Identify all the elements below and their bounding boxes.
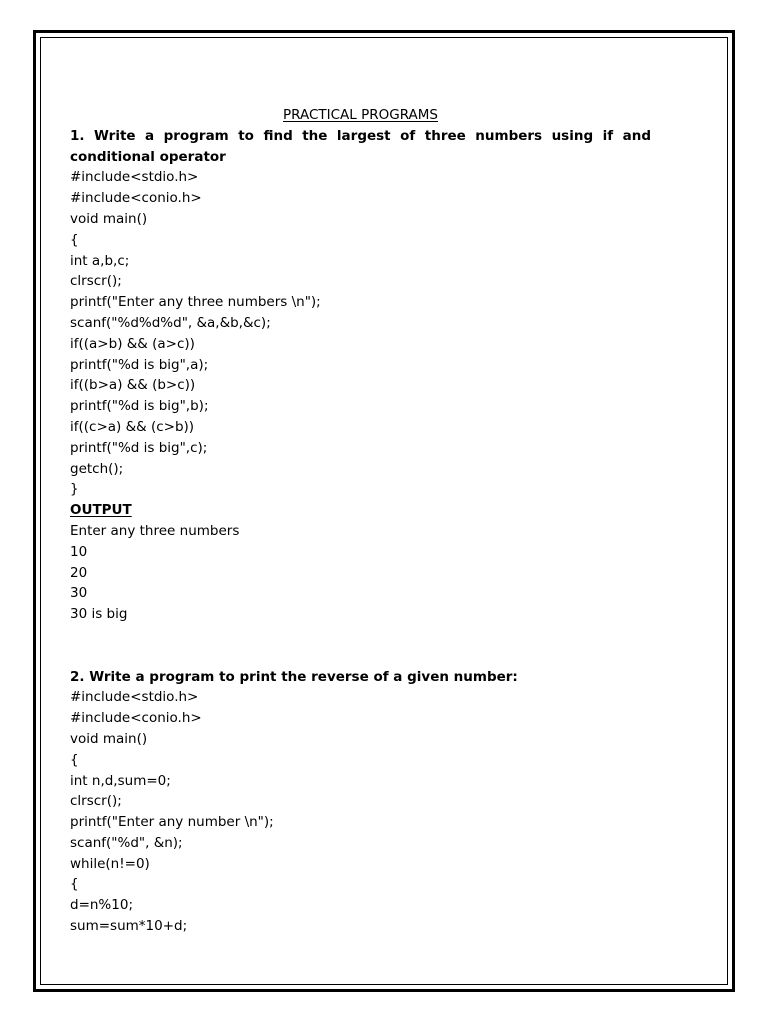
section-gap bbox=[70, 625, 651, 667]
output-line: 30 is big bbox=[70, 606, 128, 623]
program-1-heading: 1. Write a program to find the largest of three numbers using if and conditional operator bbox=[70, 127, 651, 165]
code-line: #include<conio.h> bbox=[70, 190, 202, 207]
code-line: if((b>a) && (b>c)) bbox=[70, 377, 196, 394]
code-line: void main() bbox=[70, 210, 148, 227]
code-line: while(n!=0) bbox=[70, 855, 150, 872]
output-line: 30 bbox=[70, 585, 88, 602]
code-line: printf("%d is big",b); bbox=[70, 398, 209, 415]
program-2-heading: 2. Write a program to print the reverse of a given number: bbox=[70, 668, 518, 685]
code-line: scanf("%d%d%d", &a,&b,&c); bbox=[70, 314, 271, 331]
page-title: PRACTICAL PROGRAMS bbox=[283, 107, 438, 123]
code-line: { bbox=[70, 876, 79, 893]
code-line: printf("%d is big",a); bbox=[70, 356, 209, 373]
code-line: d=n%10; bbox=[70, 897, 133, 914]
document-content bbox=[70, 105, 651, 937]
program-1-output-title: OUTPUT bbox=[70, 502, 132, 519]
code-line: void main() bbox=[70, 730, 148, 747]
code-line: if((c>a) && (c>b)) bbox=[70, 418, 195, 435]
program-1 bbox=[70, 126, 651, 625]
code-line: { bbox=[70, 231, 79, 248]
code-line: { bbox=[70, 751, 79, 768]
code-line: #include<conio.h> bbox=[70, 710, 202, 727]
code-line: printf("%d is big",c); bbox=[70, 439, 208, 456]
code-line: printf("Enter any three numbers \n"); bbox=[70, 294, 321, 311]
program-2-code bbox=[70, 687, 651, 937]
code-line: #include<stdio.h> bbox=[70, 169, 199, 186]
program-1-output bbox=[70, 521, 651, 625]
code-line: int n,d,sum=0; bbox=[70, 772, 171, 789]
code-line: scanf("%d", &n); bbox=[70, 834, 183, 851]
code-line: } bbox=[70, 481, 79, 498]
code-line: getch(); bbox=[70, 460, 124, 477]
output-line: Enter any three numbers bbox=[70, 522, 240, 539]
program-1-code bbox=[70, 167, 651, 500]
code-line: clrscr(); bbox=[70, 793, 122, 810]
code-line: sum=sum*10+d; bbox=[70, 918, 188, 935]
code-line: if((a>b) && (a>c)) bbox=[70, 335, 195, 352]
output-line: 20 bbox=[70, 564, 88, 581]
code-line: printf("Enter any number \n"); bbox=[70, 814, 274, 831]
code-line: int a,b,c; bbox=[70, 252, 130, 269]
program-2 bbox=[70, 667, 651, 937]
code-line: clrscr(); bbox=[70, 273, 122, 290]
output-line: 10 bbox=[70, 543, 88, 560]
code-line: #include<stdio.h> bbox=[70, 689, 199, 706]
